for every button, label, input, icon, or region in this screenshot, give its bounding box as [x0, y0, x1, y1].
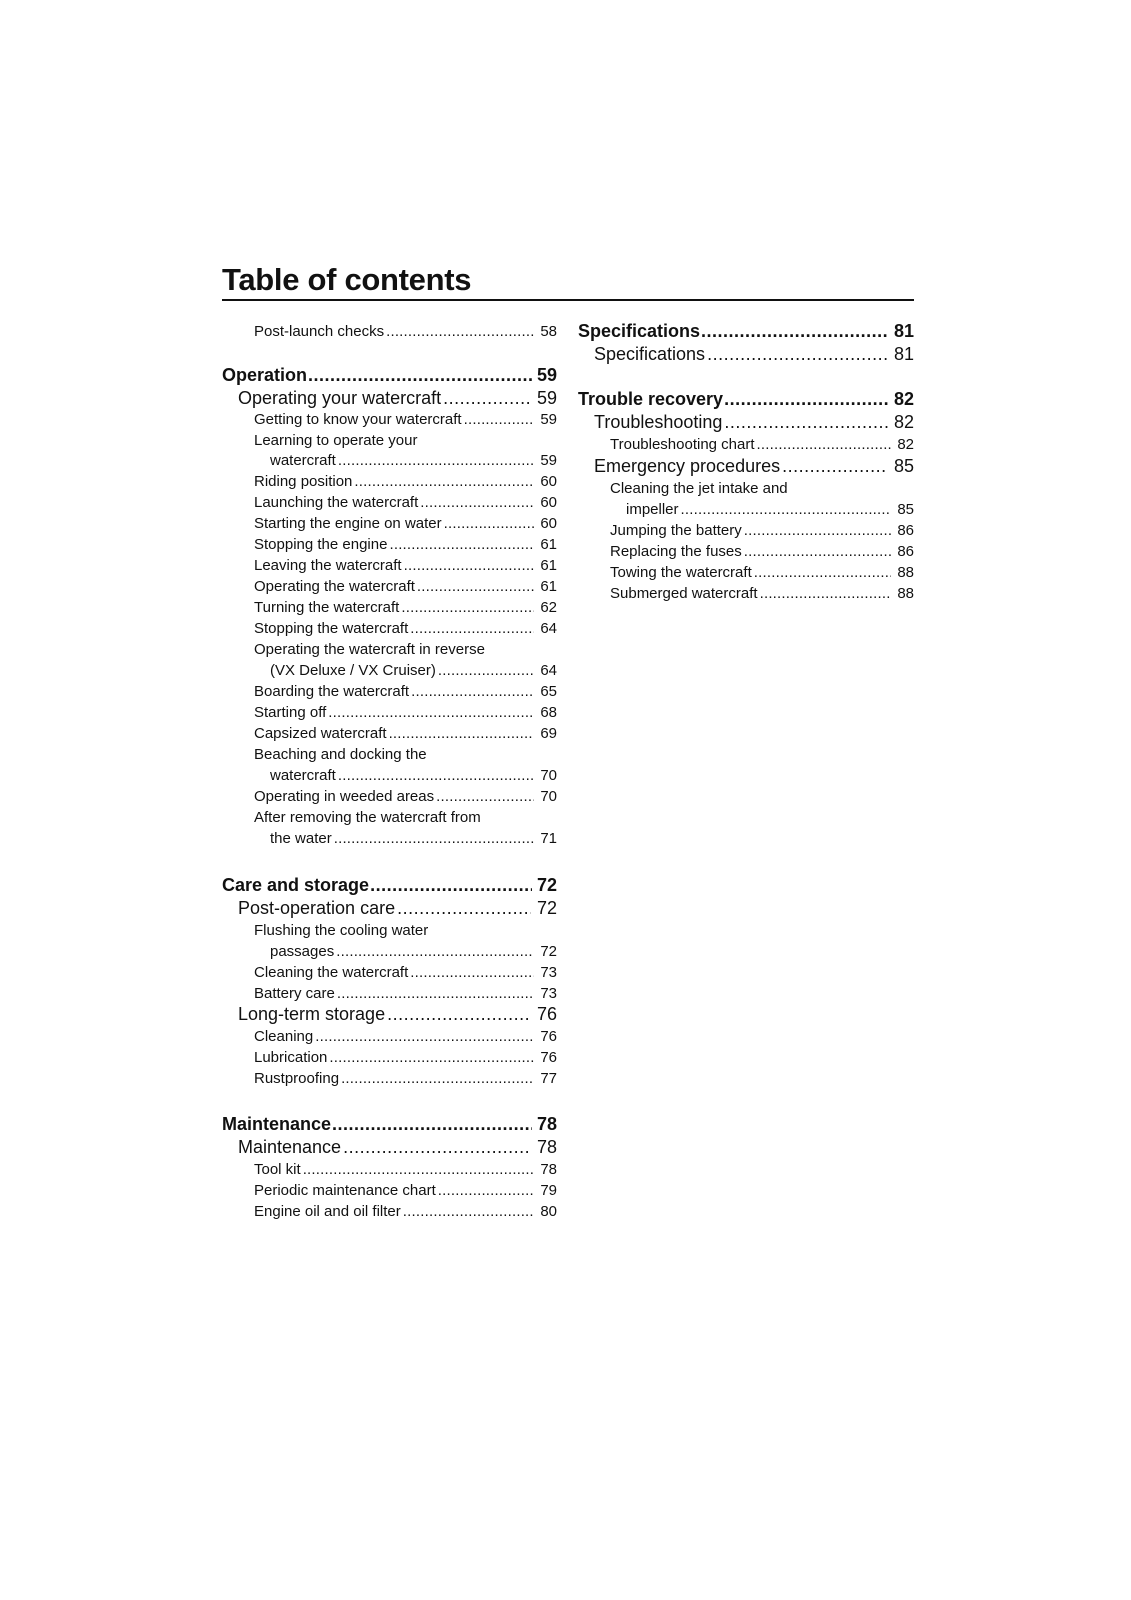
entry-label: impeller: [626, 501, 679, 518]
toc-entry-jumping-battery[interactable]: [610, 522, 914, 539]
leader-dots: [389, 725, 535, 742]
leader-dots: [410, 620, 534, 637]
toc-subsection-emergency-procedures[interactable]: [594, 456, 914, 477]
toc-section-specifications[interactable]: [578, 321, 914, 342]
toc-entry-stopping-engine[interactable]: [254, 536, 557, 553]
entry-label: Operating in weeded areas: [254, 788, 435, 805]
leader-dots: [681, 501, 892, 518]
toc-entry-cleaning[interactable]: [254, 1028, 557, 1045]
entry-page: 88: [897, 585, 914, 602]
entry-label: Periodic maintenance chart: [254, 1182, 436, 1199]
entry-label: Submerged watercraft: [610, 585, 758, 602]
leader-dots: [329, 1049, 534, 1066]
entry-page: 60: [540, 494, 557, 511]
subsection-label: Operating your watercraft: [238, 388, 442, 408]
toc-section-operation[interactable]: [222, 365, 557, 386]
toc-entry-cleaning-watercraft[interactable]: [254, 964, 557, 981]
entry-label: Starting the engine on water: [254, 515, 442, 532]
leader-dots: [411, 683, 534, 700]
entry-page: 62: [540, 599, 557, 616]
leader-dots: [404, 557, 535, 574]
entry-label: the water: [270, 830, 332, 847]
toc-entry-riding-position[interactable]: [254, 473, 557, 490]
toc-entry-operating[interactable]: [254, 578, 557, 595]
leader-dots: [438, 662, 534, 679]
toc-entry-flushing-line1[interactable]: Flushing the cooling water: [254, 922, 429, 939]
entry-label: Launching the watercraft: [254, 494, 419, 511]
entry-label: Stopping the engine: [254, 536, 388, 553]
entry-label: watercraft: [270, 452, 336, 469]
toc-subsection-long-term-storage[interactable]: [238, 1004, 557, 1025]
subsection-label: Emergency procedures: [594, 456, 781, 476]
subsection-page: 72: [536, 898, 557, 918]
section-label: Maintenance: [222, 1114, 332, 1134]
toc-entry-turning[interactable]: [254, 599, 557, 616]
toc-entry-replacing-fuses[interactable]: [610, 543, 914, 560]
subsection-label: Post-operation care: [238, 898, 396, 918]
toc-subsection-post-operation-care[interactable]: [238, 898, 557, 919]
leader-dots: [315, 1028, 534, 1045]
entry-page: 64: [540, 620, 557, 637]
leader-dots: [701, 321, 889, 342]
leader-dots: [443, 388, 531, 409]
entry-label: Stopping the watercraft: [254, 620, 409, 637]
leader-dots: [332, 1114, 532, 1135]
toc-entry-towing[interactable]: [610, 564, 914, 581]
toc-entry-jet-line1[interactable]: Cleaning the jet intake and: [610, 480, 788, 497]
entry-page: 76: [540, 1049, 557, 1066]
subsection-page: 82: [893, 412, 914, 432]
entry-page: 59: [540, 452, 557, 469]
toc-entry-starting-off[interactable]: [254, 704, 557, 721]
entry-label: (VX Deluxe / VX Cruiser): [270, 662, 436, 679]
toc-entry-beaching-line2[interactable]: [270, 767, 557, 784]
toc-entry-lubrication[interactable]: [254, 1049, 557, 1066]
leader-dots: [308, 365, 532, 386]
entry-page: 72: [540, 943, 557, 960]
toc-subsection-maintenance[interactable]: [238, 1137, 557, 1158]
leader-dots: [338, 452, 534, 469]
entry-page: 61: [540, 536, 557, 553]
leader-dots: [707, 344, 888, 365]
entry-page: 85: [897, 501, 914, 518]
toc-entry-capsized[interactable]: [254, 725, 557, 742]
leader-dots: [397, 898, 531, 919]
toc-section-care-storage[interactable]: [222, 875, 557, 896]
entry-label: Jumping the battery: [610, 522, 742, 539]
entry-page: 86: [897, 543, 914, 560]
leader-dots: [724, 389, 889, 410]
entry-label: Leaving the watercraft: [254, 557, 402, 574]
leader-dots: [401, 599, 534, 616]
entry-label: Getting to know your watercraft: [254, 411, 462, 428]
entry-label: Rustproofing: [254, 1070, 340, 1087]
entry-label: Turning the watercraft: [254, 599, 400, 616]
entry-label: Cleaning the watercraft: [254, 964, 409, 981]
entry-label: Towing the watercraft: [610, 564, 752, 581]
section-page: 59: [536, 365, 557, 385]
toc-entry-after-line1[interactable]: After removing the watercraft from: [254, 809, 481, 826]
entry-label: Post-launch checks: [254, 323, 385, 340]
toc-entry-tool-kit[interactable]: [254, 1161, 557, 1178]
section-label: Care and storage: [222, 875, 370, 895]
leader-dots: [724, 412, 888, 433]
toc-entry-stopping-watercraft[interactable]: [254, 620, 557, 637]
entry-label: watercraft: [270, 767, 336, 784]
leader-dots: [334, 830, 535, 847]
leader-dots: [386, 323, 534, 340]
toc-entry-submerged[interactable]: [610, 585, 914, 602]
page-title: Table of contents: [222, 262, 472, 297]
toc-entry-after-line2[interactable]: [270, 830, 557, 847]
toc-entry-rustproofing[interactable]: [254, 1070, 557, 1087]
toc-entry-beaching-line1[interactable]: Beaching and docking the: [254, 746, 427, 763]
leader-dots: [436, 788, 534, 805]
entry-page: 79: [540, 1182, 557, 1199]
toc-entry-flushing-line2[interactable]: [270, 943, 557, 960]
entry-label: Capsized watercraft: [254, 725, 387, 742]
entry-page: 78: [540, 1161, 557, 1178]
section-page: 82: [893, 389, 914, 409]
leader-dots: [328, 704, 534, 721]
leader-dots: [438, 1182, 535, 1199]
toc-entry-troubleshooting-chart[interactable]: [610, 436, 914, 453]
toc-entry-learning-line1[interactable]: Learning to operate your: [254, 432, 418, 449]
toc-entry-weeded[interactable]: [254, 788, 557, 805]
toc-entry-starting-engine[interactable]: [254, 515, 557, 532]
toc-entry-boarding[interactable]: [254, 683, 557, 700]
entry-page: 61: [540, 557, 557, 574]
entry-label: Tool kit: [254, 1161, 301, 1178]
section-page: 78: [536, 1114, 557, 1134]
entry-label: Troubleshooting chart: [610, 436, 755, 453]
subsection-page: 59: [536, 388, 557, 408]
toc-entry-learning-line2[interactable]: [270, 452, 557, 469]
toc-entry-engine-oil[interactable]: [254, 1203, 557, 1220]
entry-label: Lubrication: [254, 1049, 328, 1066]
leader-dots: [417, 578, 534, 595]
leader-dots: [444, 515, 535, 532]
toc-subsection-troubleshooting[interactable]: [594, 412, 914, 433]
entry-page: 73: [540, 964, 557, 981]
leader-dots: [389, 536, 534, 553]
entry-page: 76: [540, 1028, 557, 1045]
toc-subsection-specifications[interactable]: [594, 344, 914, 365]
entry-label: Operating the watercraft: [254, 578, 415, 595]
section-page: 72: [536, 875, 557, 895]
entry-label: Starting off: [254, 704, 327, 721]
leader-dots: [303, 1161, 535, 1178]
entry-page: 64: [540, 662, 557, 679]
leader-dots: [760, 585, 892, 602]
toc-entry-periodic-maintenance[interactable]: [254, 1182, 557, 1199]
subsection-page: 76: [536, 1004, 557, 1024]
entry-page: 71: [540, 830, 557, 847]
entry-label: Boarding the watercraft: [254, 683, 410, 700]
leader-dots: [354, 473, 534, 490]
toc-entry-reverse-line1[interactable]: Operating the watercraft in reverse: [254, 641, 485, 658]
leader-dots: [337, 985, 534, 1002]
toc-entry-battery-care[interactable]: [254, 985, 557, 1002]
entry-page: 77: [540, 1070, 557, 1087]
subsection-page: 81: [893, 344, 914, 364]
subsection-label: Maintenance: [238, 1137, 342, 1157]
leader-dots: [420, 494, 534, 511]
leader-dots: [464, 411, 535, 428]
entry-label: Battery care: [254, 985, 335, 1002]
entry-page: 73: [540, 985, 557, 1002]
leader-dots: [370, 875, 532, 896]
entry-page: 61: [540, 578, 557, 595]
entry-label: Cleaning: [254, 1028, 314, 1045]
entry-page: 88: [897, 564, 914, 581]
leader-dots: [403, 1203, 535, 1220]
subsection-page: 85: [893, 456, 914, 476]
toc-section-maintenance[interactable]: [222, 1114, 557, 1135]
leader-dots: [410, 964, 534, 981]
toc-entry-jet-line2[interactable]: [626, 501, 914, 518]
toc-entry-post-launch-checks[interactable]: [254, 323, 557, 340]
subsection-label: Specifications: [594, 344, 706, 364]
entry-label: Engine oil and oil filter: [254, 1203, 401, 1220]
toc-subsection-operating-your-watercraft[interactable]: [238, 388, 557, 409]
leader-dots: [782, 456, 888, 477]
entry-page: 68: [540, 704, 557, 721]
entry-page: 60: [540, 515, 557, 532]
toc-section-trouble-recovery[interactable]: [578, 389, 914, 410]
leader-dots: [336, 943, 534, 960]
toc-entry-leaving[interactable]: [254, 557, 557, 574]
subsection-label: Troubleshooting: [594, 412, 723, 432]
entry-page: 80: [540, 1203, 557, 1220]
leader-dots: [341, 1070, 534, 1087]
entry-page: 65: [540, 683, 557, 700]
section-label: Specifications: [578, 321, 701, 341]
title-rule: [222, 299, 914, 301]
toc-entry-launching[interactable]: [254, 494, 557, 511]
entry-page: 86: [897, 522, 914, 539]
leader-dots: [754, 564, 892, 581]
toc-entry-reverse-line2[interactable]: [270, 662, 557, 679]
entry-page: 82: [897, 436, 914, 453]
leader-dots: [744, 543, 892, 560]
entry-label: passages: [270, 943, 335, 960]
entry-page: 58: [540, 323, 557, 340]
leader-dots: [744, 522, 892, 539]
entry-page: 70: [540, 788, 557, 805]
section-page: 81: [893, 321, 914, 341]
entry-page: 70: [540, 767, 557, 784]
leader-dots: [338, 767, 534, 784]
entry-label: Riding position: [254, 473, 353, 490]
leader-dots: [387, 1004, 531, 1025]
entry-page: 60: [540, 473, 557, 490]
entry-page: 69: [540, 725, 557, 742]
section-label: Trouble recovery: [578, 389, 724, 409]
toc-entry-getting-to-know[interactable]: [254, 411, 557, 428]
section-label: Operation: [222, 365, 308, 385]
entry-page: 59: [540, 411, 557, 428]
leader-dots: [343, 1137, 531, 1158]
entry-label: Replacing the fuses: [610, 543, 742, 560]
leader-dots: [757, 436, 892, 453]
subsection-page: 78: [536, 1137, 557, 1157]
subsection-label: Long-term storage: [238, 1004, 386, 1024]
